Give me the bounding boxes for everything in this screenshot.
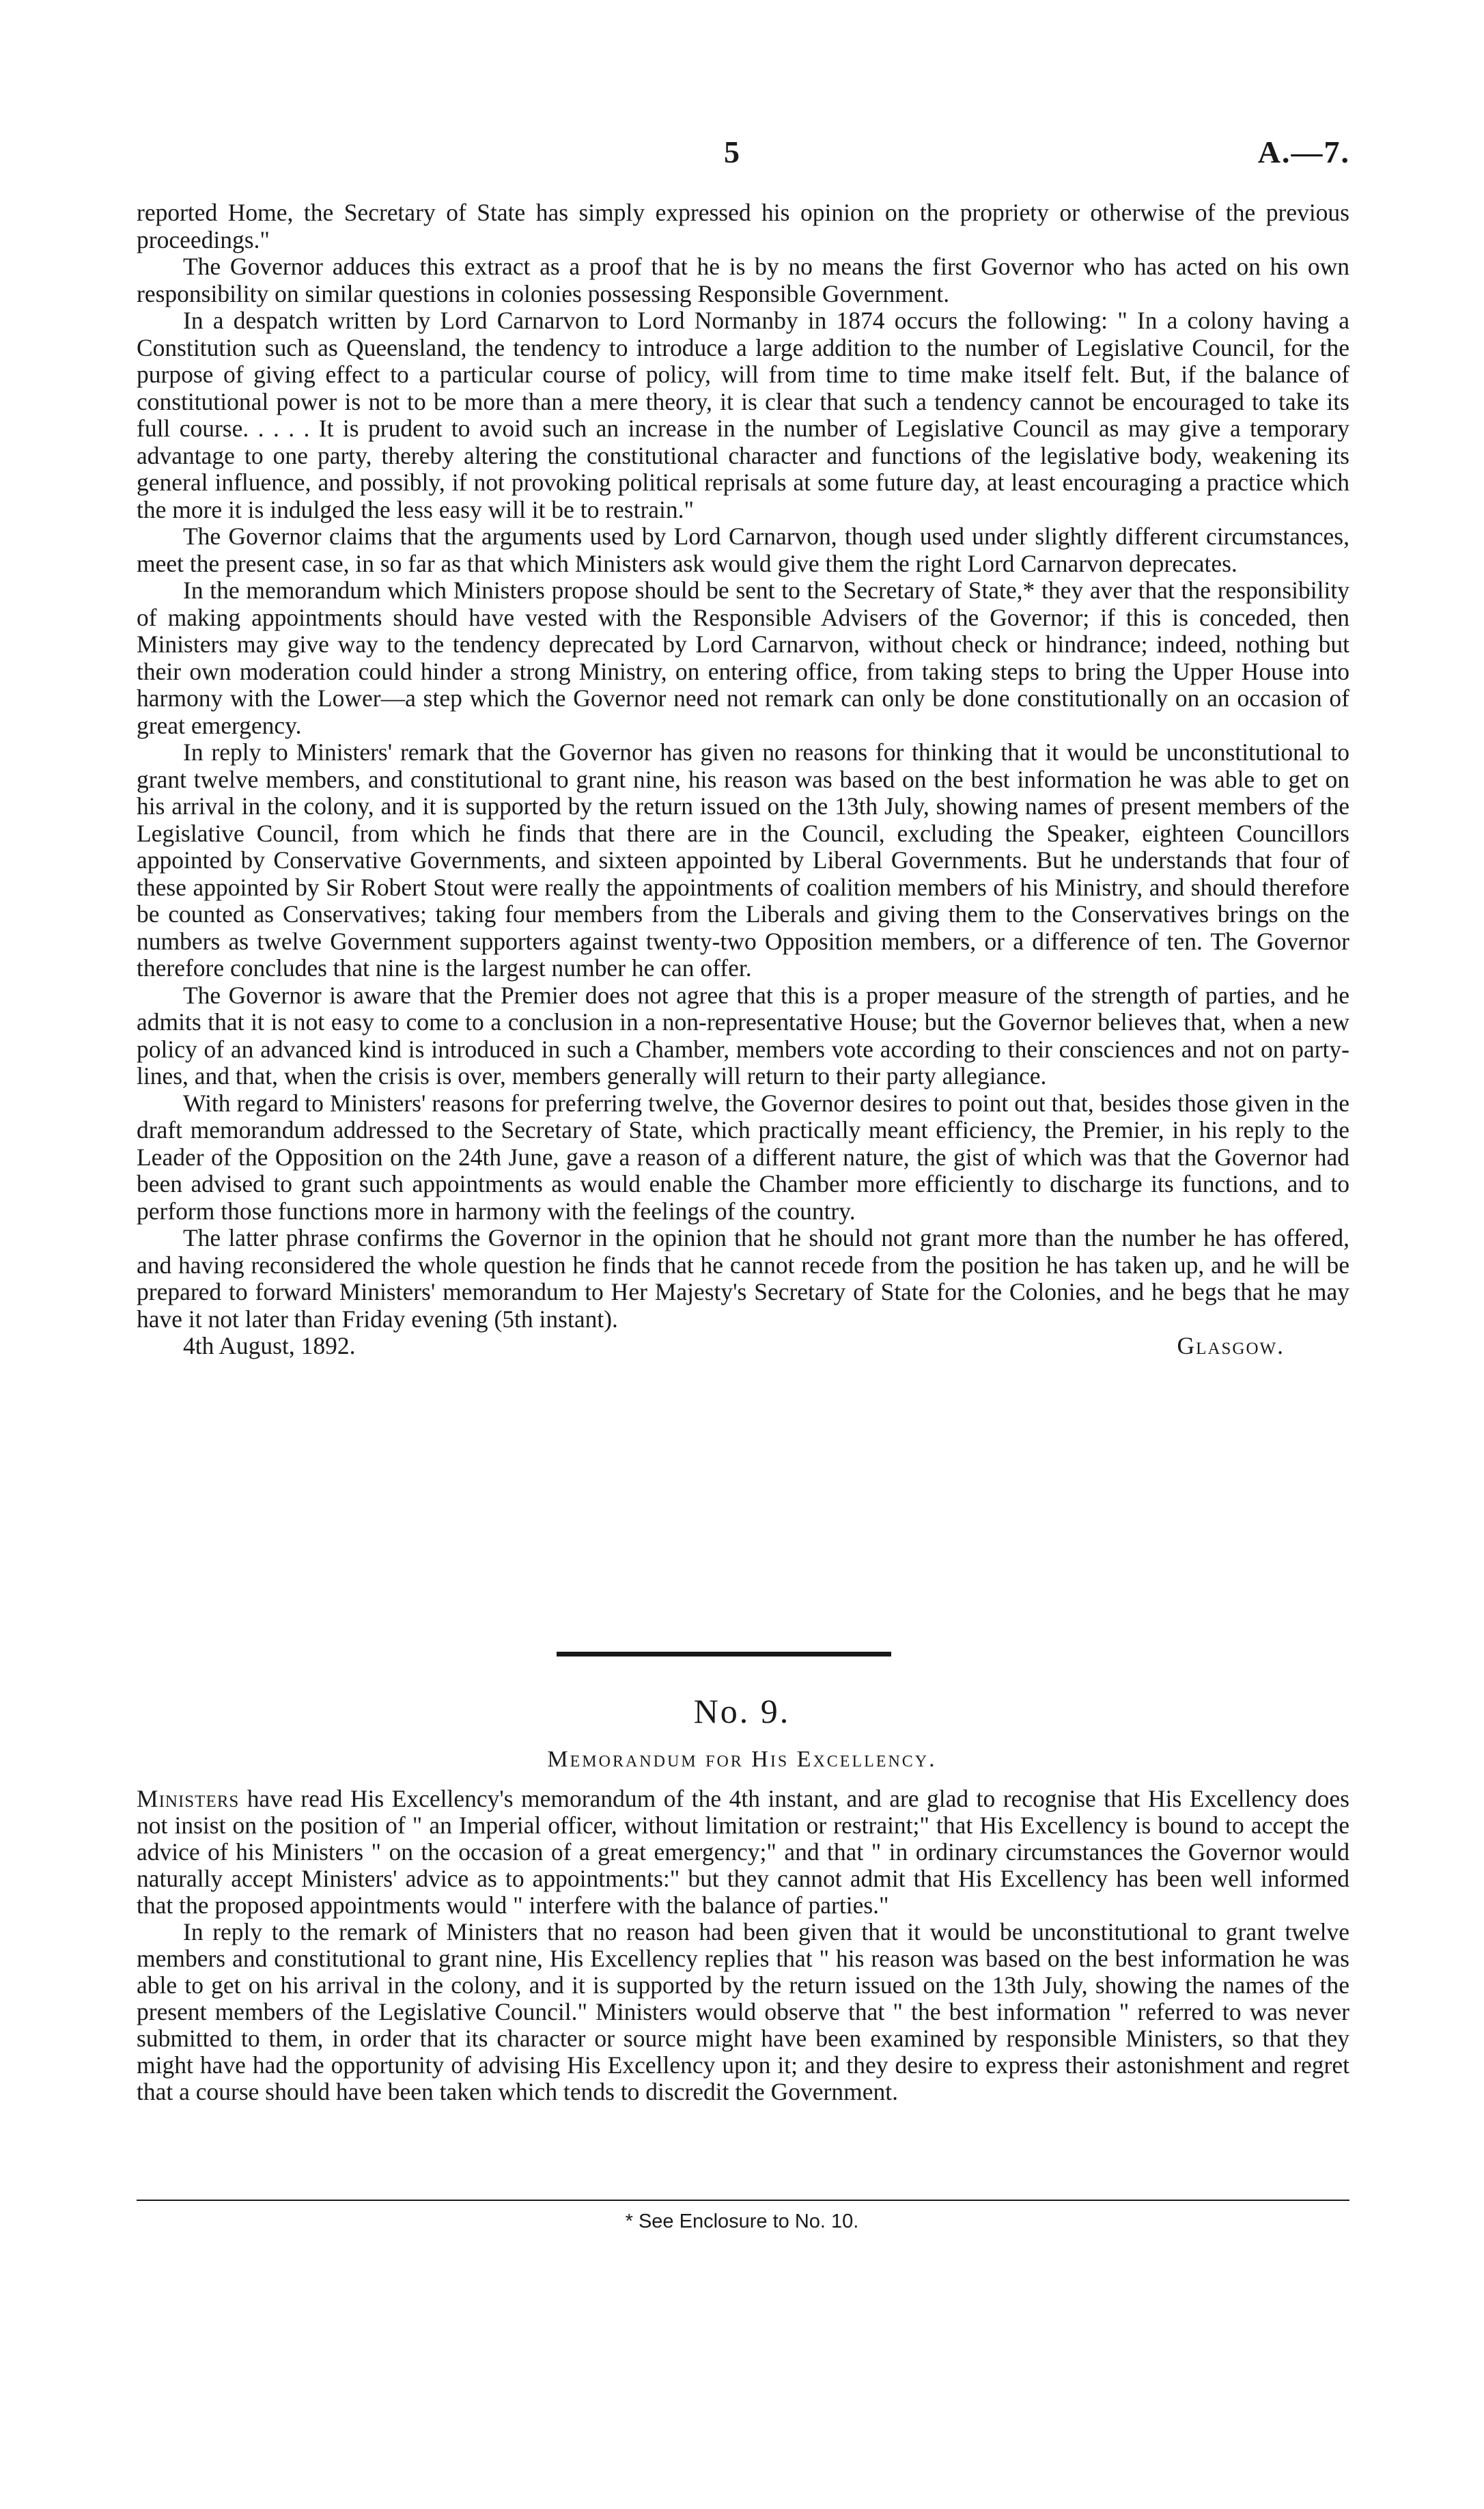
signoff: [137, 1333, 1349, 1360]
document-reference: A.—7.: [1257, 135, 1350, 169]
paragraph: The latter phrase confirms the Governor in the opinion that he should not grant more than the number he has offered, and having reconsidered the whole question he finds that he cannot recede from the position he has taken up, and he will be prepared to forward Ministers' memorandum to Her Majesty's Secretary of State for the Colonies, and he begs that he may have it not later than Friday evening (5th instant).: [137, 1224, 1349, 1333]
paragraph: In a despatch written by Lord Carnarvon to Lord Normanby in 1874 occurs the following: " In a colony having a Constitution such as Queensland, the tendency to introduce a large addition to the number of Legislative Council, for the purpose of giving effect to a particular course of policy, will from time to time make itself felt. But, if the balance of constitutional power is not to be more than a mere theory, it is clear that such a tendency cannot be encouraged to take its full course. . . . . It is prudent to avoid such an increase in the number of Legislative Council as may give a temporary advantage to one party, thereby altering the constitutional character and functions of the legislative body, weakening its general influence, and possibly, if not provoking political reprisals at some future day, at least encouraging a practice which the more it is indulged the less easy will it be to restrain.": [137, 307, 1349, 523]
paragraph: With regard to Ministers' reasons for preferring twelve, the Governor desires to point out that, besides those given in the draft memorandum addressed to the Secretary of State, which practically meant efficiency, the Premier, in his reply to the Leader of the Opposition on the 24th June, gave a reason of a different nature, the gist of which was that the Governor had been advised to grant such appointments as would enable the Chamber more efficiently to discharge its functions, and to perform those functions more in harmony with the feelings of the country.: [137, 1089, 1349, 1225]
signature: Glasgow.: [1177, 1332, 1285, 1359]
section-title: No. 9.: [693, 1692, 791, 1730]
paragraph-text: have read His Excellency's memorandum of the 4th instant, and are glad to recognise that His Excellency does not insist on the position of " an Imperial officer, without limitation or restraint;" that His Excellency is bound to accept the advice of his Ministers " on the occasion of a great emergency;" and that " in ordinary circumstances the Governor would naturally accept Ministers' advice as to appointments:" but they cannot admit that His Excellency has been well informed that the proposed appointments would " interfere with the balance of parties.": [137, 1785, 1349, 1919]
paragraph: In reply to Ministers' remark that the Governor has given no reasons for thinking that it would be unconstitutional to grant twelve members, and constitutional to grant nine, his reason was based on the best information he was able to get on his arrival in the colony, and it is supported by the return issued on the 13th July, showing names of present members of the Legislative Council, from which he finds that there are in the Council, excluding the Speaker, eighteen Councillors appointed by Conservative Governments, and sixteen appointed by Liberal Governments. But he understands that four of these appointed by Sir Robert Stout were really the appointments of coalition members of his Ministry, and should therefore be counted as Conservatives; taking four members from the Liberals and giving them to the Conservatives brings on the numbers as twelve Government supporters against twenty-two Opposition members, or a difference of ten. The Governor therefore concludes that nine is the largest number he can offer.: [137, 738, 1349, 982]
paragraph: The Governor is aware that the Premier does not agree that this is a proper measure of the strength of parties, and he admits that it is not easy to come to a conclusion in a non-representative House; but the Governor believes that, when a new policy of an advanced kind is introduced in such a Chamber, members vote according to their consciences and not on party-lines, and that, when the crisis is over, members generally will return to their party allegiance.: [137, 981, 1349, 1090]
paragraph: In the memorandum which Ministers propose should be sent to the Secretary of State,* they aver that the responsibility of making appointments should have vested with the Responsible Advisers of the Governor; if this is conceded, then Ministers may give way to the tendency deprecated by Lord Carnarvon, without check or hindrance; indeed, nothing but their own moderation could hinder a strong Ministry, on entering office, from taking steps to bring the Upper House into harmony with the Lower—a step which the Governor need not remark can only be done constitutionally on an occasion of great emergency.: [137, 577, 1349, 739]
paragraph: The Governor adduces this extract as a proof that he is by no means the first Governor who has acted on his own responsibility on similar questions in colonies possessing Responsible Government.: [137, 253, 1349, 307]
paragraph: reported Home, the Secretary of State has simply expressed his opinion on the propriety or otherwise of the previous proceedings.": [137, 199, 1349, 253]
page-header: [0, 134, 1484, 182]
page-number: 5: [724, 135, 740, 169]
paragraph: The Governor claims that the arguments used by Lord Carnarvon, though used under slightly different circumstances, meet the present case, in so far as that which Ministers ask would give them the right Lord Carnarvon deprecates.: [137, 523, 1349, 577]
section-subtitle: Memorandum for His Excellency.: [547, 1747, 937, 1772]
governor-memorandum-text: [137, 199, 1349, 1360]
lead-word: Ministers: [137, 1785, 240, 1812]
section-divider: [557, 1652, 891, 1657]
paragraph: [137, 1786, 1349, 1919]
footnote-rule: [137, 2200, 1349, 2201]
ministers-memorandum-text: [137, 1786, 1349, 2105]
footnote: * See Enclosure to No. 10.: [625, 2210, 859, 2232]
paragraph: In reply to the remark of Ministers that no reason had been given that it would be unconstitutional to grant twelve members and constitutional to grant nine, His Excellency replies that " his reason was based on the best information he was able to get on his arrival in the colony, and it is supported by the return issued on the 13th July, showing the names of the present members of the Legislative Council." Ministers would observe that " the best information " referred to was never submitted to them, in order that its character or source might have been examined by responsible Ministers, so that they might have had the opportunity of advising His Excellency upon it; and they desire to express their astonishment and regret that a course should have been taken which tends to discredit the Government.: [137, 1918, 1349, 2105]
memo-date: 4th August, 1892.: [183, 1332, 356, 1359]
